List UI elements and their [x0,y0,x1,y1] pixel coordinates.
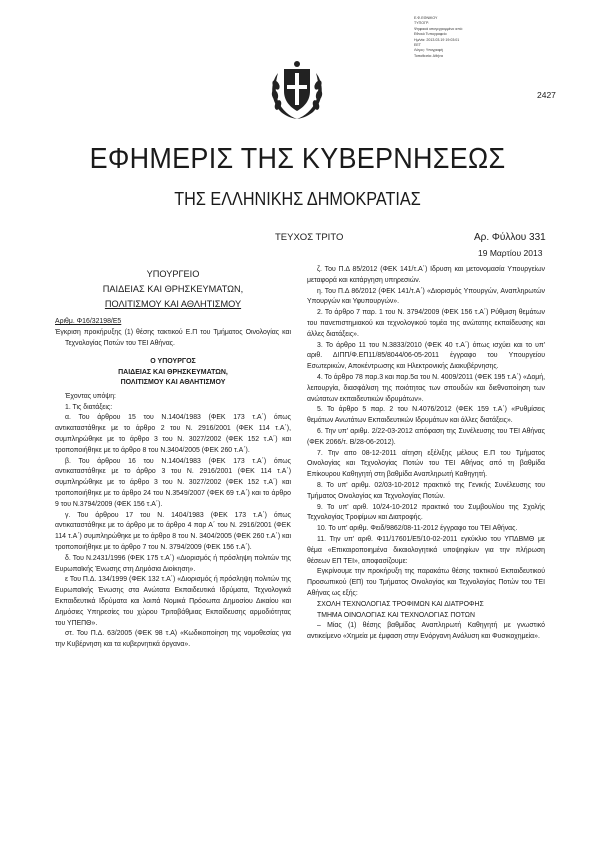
decision-number: Αριθμ. Φ16/32198/Ε5 [55,318,122,325]
department-name: ΤΜΗΜΑ ΟΙΝΟΛΟΓΙΑΣ ΚΑΙ ΤΕΧΝΟΛΟΓΙΑΣ ΠΟΤΩΝ [317,611,475,619]
legal-item: 1. Τις διατάξεις: [65,403,113,411]
stamp-line: Ε.Φ.ΕΘΝΙΚΟΥ [414,16,438,20]
ministry-line: ΥΠΟΥΡΓΕΙΟ [146,269,200,279]
gazette-title: ΕΦΗΜΕΡΙΣ ΤΗΣ ΚΥΒΕΡΝΗΣΕΩΣ [89,143,506,175]
decision-title: Έγκριση προκήρυξης (1) θέσης τακτικού Ε.Π του Τμήματος Οινολογίας και Τεχνολογίας Ποτών του ΤΕΙ Αθήνας. [55,328,291,347]
stamp-line: ΕΕΤ [414,43,421,48]
legal-item: ε Του Π.Δ. 134/1999 (ΦΕΚ 132 τ.Α΄) «Διορισμός ή πρόσληψη πολιτών της Ευρωπαϊκής Ένωσης στα Ανώτατα Εκπαιδευτικά Ιδρύματα, Τεχνολογικά Εκπαιδευτικά Ιδρύματα και λοιπά Νομικά Πρόσωπα Δημοσίου Δικαίου και Δημόσιες Υπηρεσίες του χώρου Τριτοβάθμιας Εκπαίδευσης αρμοδιότητας του ΥΠΕΠΘ». [55,576,291,627]
legal-item: στ. Του Π.Δ. 63/2005 (ΦΕΚ 98 τ.Α) «Κωδικοποίηση της νομοθεσίας για την Κυβέρνηση και τα κυβερνητικά όργανα». [55,630,291,649]
issue-series: ΤΕΥΧΟΣ ΤΡΙΤΟ [275,232,344,243]
digital-signature-stamp [414,16,498,59]
legal-item: β. Του άρθρου 16 του Ν.1404/1983 (ΦΕΚ 173 τ.Α΄) όπως αντικαταστάθηκε με το άρθρο 3 του Ν. 2916/2001 (ΦΕΚ 114 τ.Α΄) συμπληρώθηκε με το άρθρο 3 του Ν. 3027/2002 (ΦΕΚ 152 τ.Α΄) και τροποποιήθηκε με το άρθρο 24 του Ν.3549/2007 (ΦΕΚ 69 τ.Α΄) και το άρθρο 9 του Ν.3794/2009 (ΦΕΚ 156 τ.Α΄). [55,457,291,508]
stamp-line: Λόγος: Υπογραφή [414,48,443,53]
minister-line: ΠΑΙΔΕΙΑΣ ΚΑΙ ΘΡΗΣΚΕΥΜΑΤΩΝ, [118,368,228,376]
minister-heading [55,357,291,389]
stamp-line: Ψηφιακά υπογεγραμμένο από: [414,26,463,31]
legal-item: 7. Την απο 08-12-2011 αίτηση εξέλιξης μέλους Ε.Π του Τμήματος Οινολογίας και Τεχνολογίας Ποτών του ΤΕΙ Αθήνας από τη βαθμίδα Επίκουρου Καθηγητή στη βαθμίδα Αναπληρωτή Καθηγητή. [307,449,545,479]
legal-item: 11. Την υπ' αριθ. Φ11/17601/Ε5/10-02-2011 εγκύκλιο του ΥΠΔΒΜΘ με θέμα «Επικαιροποιημένα δικαιολογητικά υποψηφίων για την πλήρωση θέσεων ΕΠ ΤΕΙ», αποφασίζουμε: [307,535,545,565]
sheet-number: Αρ. Φύλλου 331 [474,232,546,243]
legal-item: δ. Του Ν.2431/1996 (ΦΕΚ 175 τ.Α΄) «Διορισμός ή πρόσληψη πολιτών της Ευρωπαϊκής Ένωσης στη Δημόσια Διοίκηση». [55,554,291,573]
legal-item: ζ. Του Π.Δ 85/2012 (ΦΕΚ 141/τ.Α΄) Ιδρυση και μετονομασία Υπουργείων μεταφορά και κατάργηση υπηρεσιών. [307,266,545,284]
decision-statement: Εγκρίνουμε την προκήρυξη της παρακάτω θέσης τακτικού Εκπαιδευτικού Προσωπικού (ΕΠ) του Τμήματος Οινολογίας και Τεχνολογίας Ποτών του ΤΕΙ Αθήνας ως εξής: [307,568,545,597]
stamp-line: Τοποθεσία: Αθήνα [414,53,443,58]
legal-item: 8. Το υπ' αριθμ. 02/03-10-2012 πρακτικό της Γενικής Συνέλευσης του Τμήματος Οινολογίας και Τεχνολογίας Ποτών. [307,481,545,500]
legal-item: 6. Την υπ' αριθμ. 2/22-03-2012 απόφαση της Συνέλευσης του ΤΕΙ Αθήνας (ΦΕΚ 2066/τ. Β/28-06-2012). [307,427,545,446]
stamp-line: Ημ/νία: 2013.03.19 19:03:01 [414,37,460,42]
legal-item: α. Του άρθρου 15 του Ν.1404/1983 (ΦΕΚ 173 τ.Α΄) όπως αντικαταστάθηκε με το άρθρο 2 του Ν. 2916/2001 (ΦΕΚ 114 τ.Α΄), συμπληρώθηκε με το άρθρο 3 του Ν. 3027/2002 (ΦΕΚ 152 τ.Α΄) και τροποποιήθηκε με το άρθρο 8 του Ν.3404/2005 (ΦΕΚ 260 τ.Α΄). [55,414,291,454]
school-name: ΣΧΟΛΗ ΤΕΧΝΟΛΟΓΙΑΣ ΤΡΟΦΙΜΩΝ ΚΑΙ ΔΙΑΤΡΟΦΗΣ [317,600,484,608]
left-column [55,265,291,651]
legal-item: γ. Του άρθρου 17 του Ν. 1404/1983 (ΦΕΚ 173 τ.Α΄) όπως αντικαταστάθηκε με το άρθρο με το άρθρο 4 παρ Α΄ του Ν. 2916/2001 (ΦΕΚ 114 τ.Α΄) συμπληρώθηκε με το άρθρο 8 του Ν. 3404/2005 (ΦΕΚ 260 τ.Α΄) και τροποποιήθηκε με το άρθρο 7 του Ν. 3794/2009 (ΦΕΚ 156 τ.Α΄). [55,511,291,552]
legal-item: 9. Το υπ' αριθ. 10/24-10-2012 πρακτικό του Συμβουλίου της Σχολής Τεχνολογίας Τροφίμων και Διατροφής. [307,503,545,522]
legal-item: 3. Το άρθρο 11 του Ν.3833/2010 (ΦΕΚ 40 τ.Α΄) όπως ισχύει και το υπ' αριθ. ΔΙΠΠ/Φ.ΕΠ11/85/8044/06-05-2011 έγγραφο του Υπουργείου Εσωτερικών, Αποκέντρωσης και Ηλεκτρονικής Διακυβέρνησης. [307,341,545,371]
legal-item: η. Του Π.Δ 86/2012 (ΦΕΚ 141/τ.Α΄) «Διορισμός Υπουργών, Αναπληρωτών Υπουργών και Υφυπουργών». [307,287,545,306]
legal-item: 5. Το άρθρο 5 παρ. 2 του Ν.4076/2012 (ΦΕΚ 159 τ.Α΄) «Ρυθμίσεις θεμάτων Ανωτάτων Εκπαιδευτικών Ιδρυμάτων και άλλες διατάξεις». [307,406,545,425]
legal-item: 4. Το άρθρο 78 παρ.3 και παρ.5α του Ν. 4009/2011 (ΦΕΚ 195 τ.Α΄) «Δομή, λειτουργία, διασφάλιση της ποιότητας των σπουδών και διεθνοποίηση των ανώτατων εκπαιδευτικών ιδρυμάτων». [307,373,545,403]
page-number: 2427 [537,90,556,100]
greek-coat-of-arms-icon [264,55,330,125]
considering-label: Έχοντας υπόψη: [65,392,116,400]
ministry-line: ΠΑΙΔΕΙΑΣ ΚΑΙ ΘΡΗΣΚΕΥΜΑΤΩΝ, [102,284,244,294]
stamp-line: Εθνικό Τυπογραφείο [414,32,447,37]
right-column [307,265,545,643]
gazette-subtitle: ΤΗΣ ΕΛΛΗΝΙΚΗΣ ΔΗΜΟΚΡΑΤΙΑΣ [174,189,421,209]
stamp-line: ΤΥΠΟΓΡ. [414,21,429,26]
minister-line: Ο ΥΠΟΥΡΓΟΣ [150,358,196,366]
legal-item: 10. Το υπ' αριθμ. Φειδ/9862/08-11-2012 έγγραφο του ΤΕΙ Αθήνας. [317,525,518,533]
ministry-line: ΠΟΛΙΤΙΣΜΟΥ ΚΑΙ ΑΘΛΗΤΙΣΜΟΥ [104,299,242,309]
ministry-heading [55,267,291,312]
legal-item: 2. Το άρθρο 7 παρ. 1 του Ν. 3794/2009 (ΦΕΚ 156 τ.Α΄) Ρύθμιση θεμάτων του πανεπιστημιακού και τεχνολογικού τομέα της ανώτατης εκπαίδευσης και άλλες διατάξεις». [307,309,545,338]
minister-line: ΠΟΛΙΤΙΣΜΟΥ ΚΑΙ ΑΘΛΗΤΙΣΜΟΥ [120,379,226,387]
issue-date: 19 Μαρτίου 2013 [478,248,543,258]
position-description: – Μίας (1) θέσης βαθμίδας Αναπληρωτή Καθηγητή με γνωστικό αντικείμενο «Χημεία με έμφαση στην Ενόργανη Ανάλυση και Φυσικοχημεία». [307,622,545,641]
